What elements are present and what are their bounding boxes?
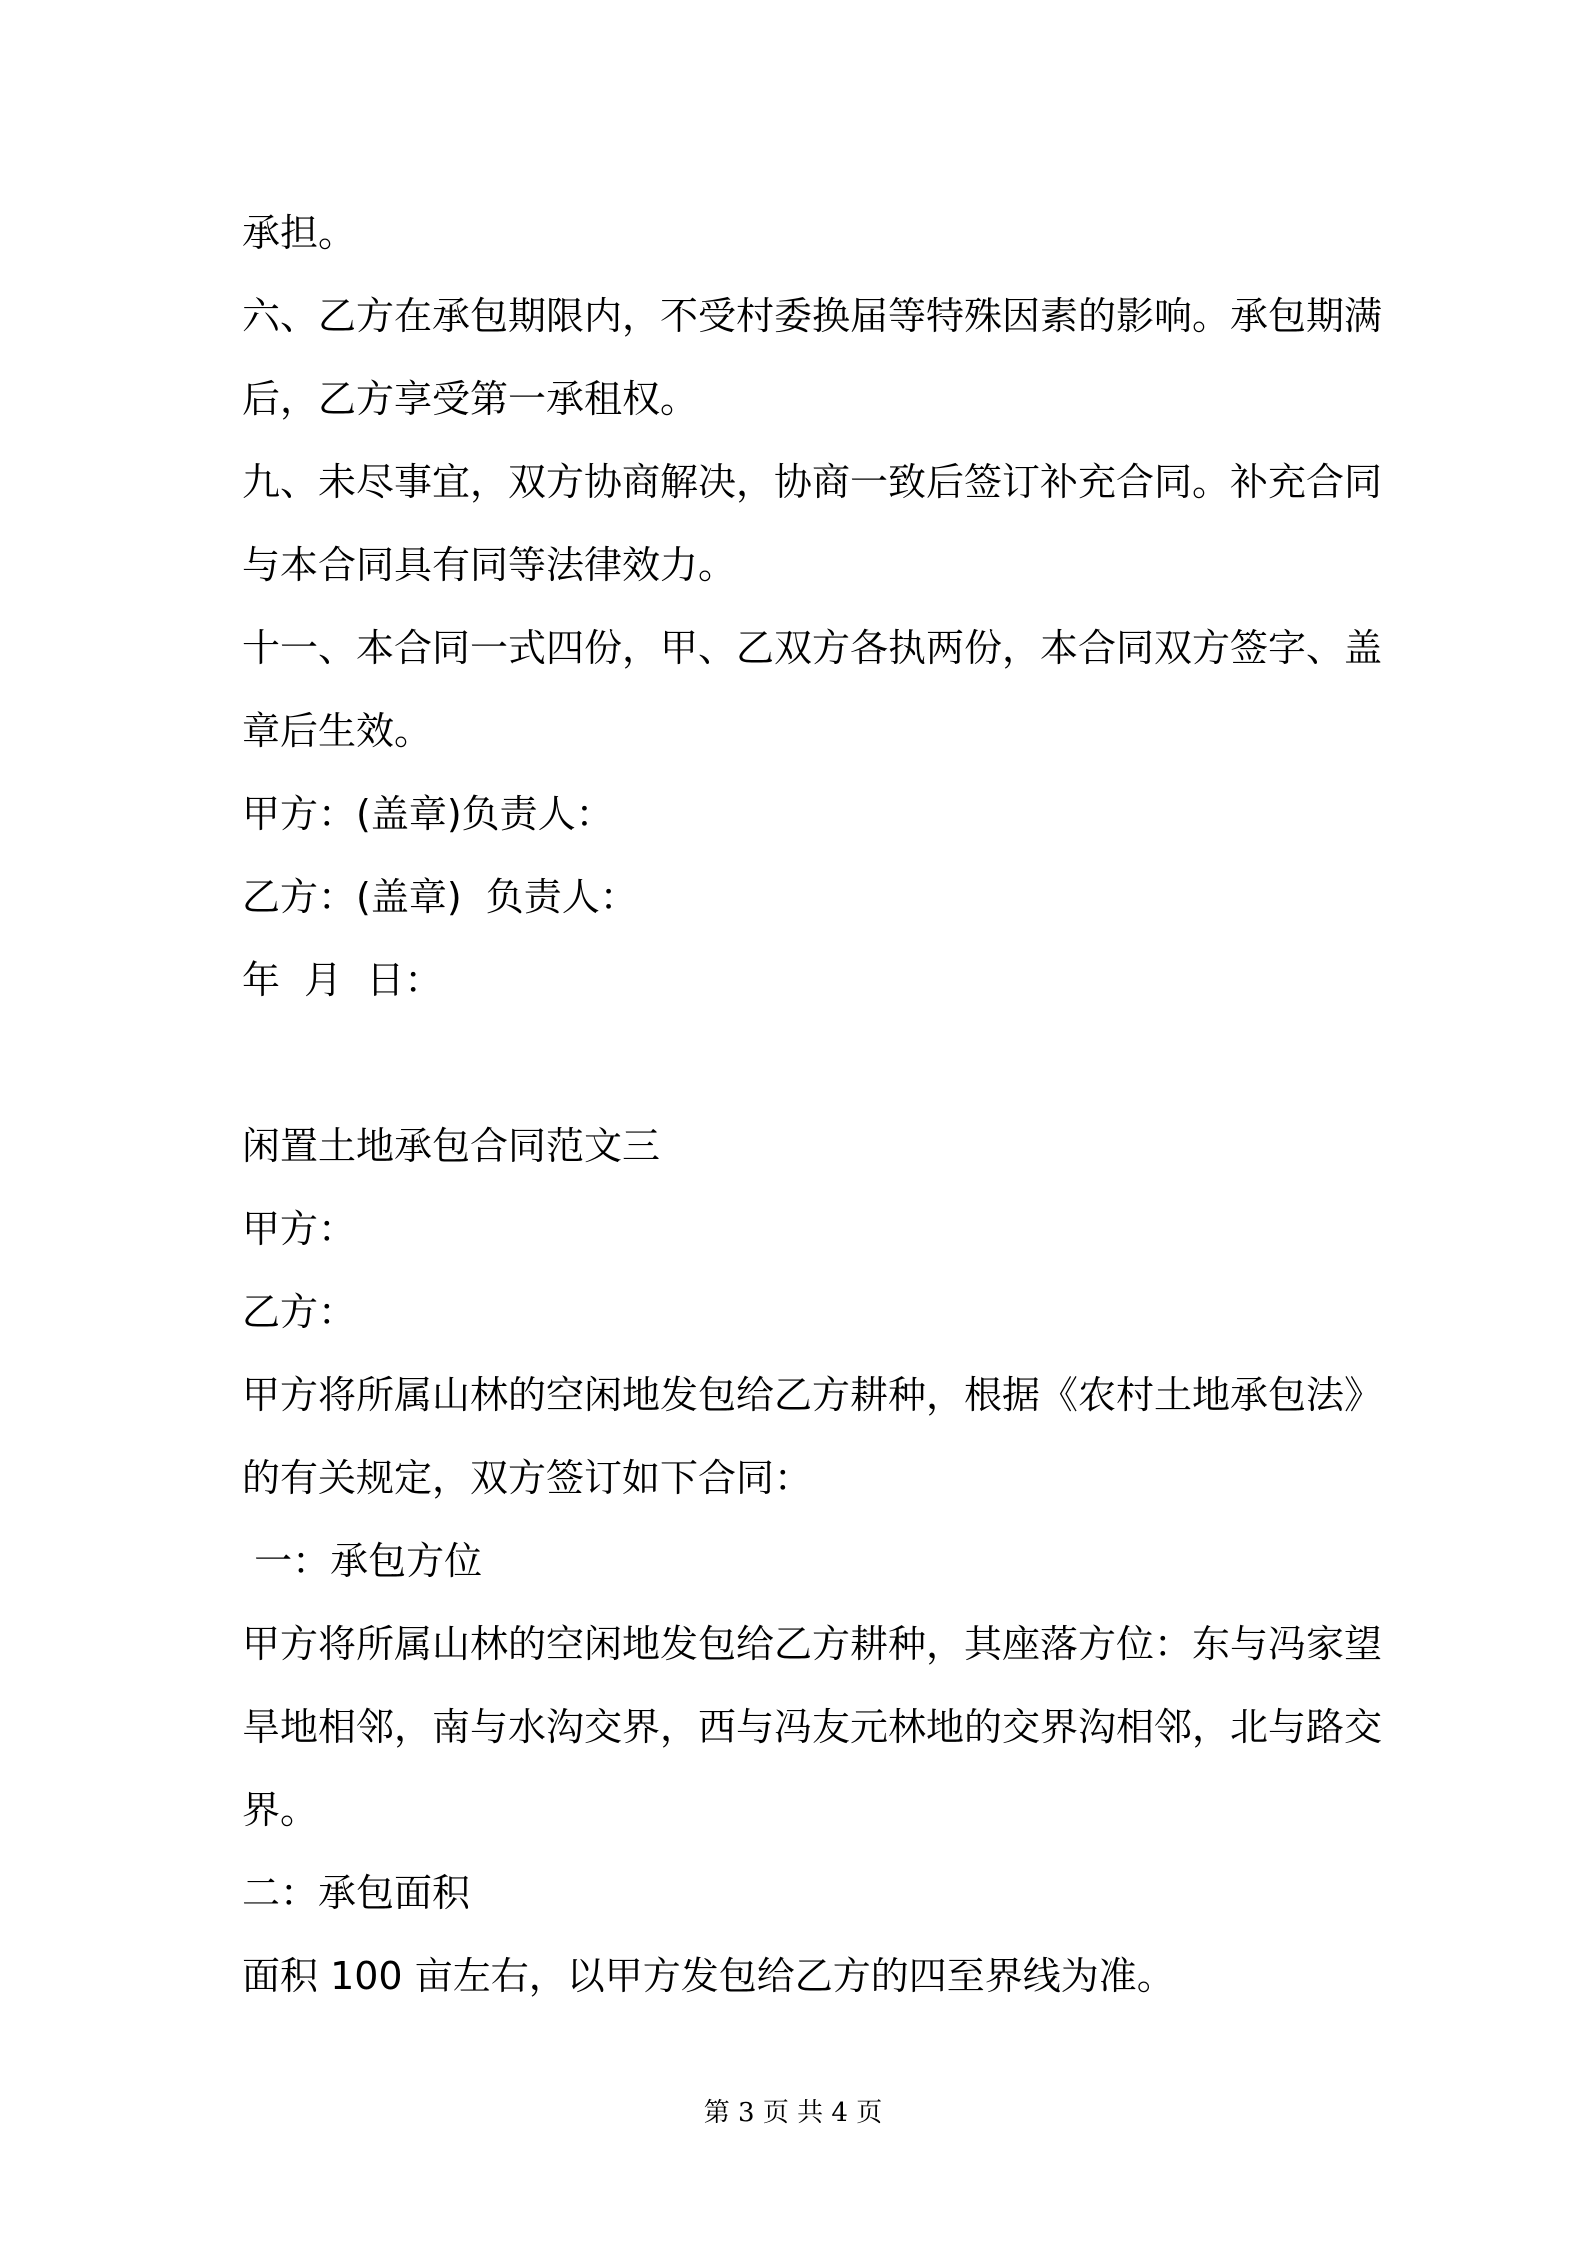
paragraph-line: 六、乙方在承包期限内，不受村委换届等特殊因素的影响。承包期满 (242, 294, 1383, 338)
clause-heading-location: 一：承包方位 (242, 1539, 483, 1583)
section-title: 闲置土地承包合同范文三 (242, 1124, 661, 1168)
paragraph-line: 承担。 (242, 211, 357, 255)
paragraph-line: 与本合同具有同等法律效力。 (242, 543, 737, 587)
page-number-footer: 第 3 页 共 4 页 (703, 2098, 883, 2128)
section-spacer (242, 1022, 1362, 1105)
paragraph-line: 九、未尽事宜，双方协商解决，协商一致后签订补充合同。补充合同 (242, 460, 1383, 504)
party-b-signature-line: 乙方：(盖章) 负责人： (242, 875, 638, 919)
party-a-line: 甲方： (242, 1207, 357, 1251)
party-a-signature-line: 甲方：(盖章)负责人： (242, 792, 614, 836)
paragraph-line: 后，乙方享受第一承租权。 (242, 377, 699, 421)
paragraph-line: 面积 100 亩左右，以甲方发包给乙方的四至界线为准。 (242, 1954, 1175, 1998)
paragraph-line: 甲方将所属山林的空闲地发包给乙方耕种，根据《农村土地承包法》 (242, 1373, 1383, 1417)
party-b-line: 乙方： (242, 1290, 357, 1334)
paragraph-line: 甲方将所属山林的空闲地发包给乙方耕种，其座落方位：东与冯家望 (242, 1622, 1383, 1666)
date-line: 年 月 日： (242, 958, 443, 1002)
document-body (242, 192, 1383, 2018)
paragraph-line: 的有关规定，双方签订如下合同： (242, 1456, 813, 1500)
paragraph-line: 旱地相邻，南与水沟交界，西与冯友元林地的交界沟相邻，北与路交 (242, 1705, 1383, 1749)
clause-heading-area: 二：承包面积 (242, 1871, 471, 1915)
paragraph-line: 章后生效。 (242, 709, 433, 753)
paragraph-line: 界。 (242, 1788, 319, 1832)
paragraph-line: 十一、本合同一式四份，甲、乙双方各执两份，本合同双方签字、盖 (242, 626, 1383, 670)
